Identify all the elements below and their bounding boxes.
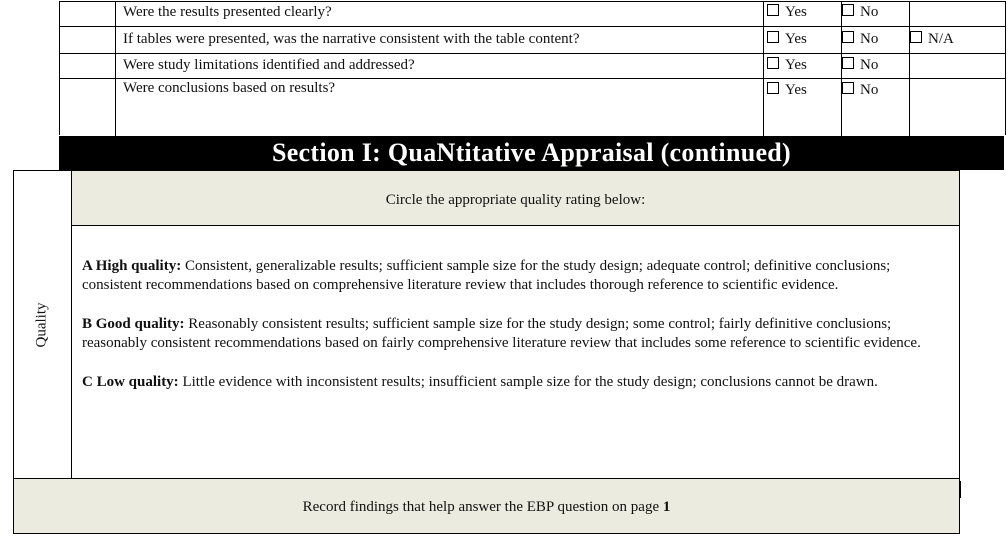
na-cell [900, 79, 1008, 136]
footer-page-number: 1 [662, 499, 671, 515]
checkbox-icon[interactable] [842, 4, 854, 16]
quality-rating-block [13, 170, 960, 479]
row-indent-cell [60, 54, 116, 78]
question-text: Were the results presented clearly? [123, 4, 332, 20]
rating-instruction: Circle the appropriate quality rating below: [72, 171, 959, 226]
question-row [60, 53, 1005, 78]
quality-side-column [14, 171, 72, 479]
question-row [60, 78, 1005, 136]
no-option[interactable] [832, 79, 910, 136]
no-option[interactable] [832, 54, 910, 78]
na-option[interactable] [900, 27, 1008, 53]
checkbox-icon[interactable] [767, 57, 779, 69]
rating-label: A High quality: [82, 258, 182, 274]
rating-label: B Good quality: [82, 315, 185, 332]
row-indent-cell [60, 79, 116, 136]
yes-option[interactable] [757, 2, 842, 26]
question-cell [116, 27, 764, 53]
checkbox-icon[interactable] [842, 82, 854, 94]
yes-label: Yes [785, 4, 807, 20]
footer-text: Record findings that help answer the EBP question on page [302, 499, 663, 515]
checkbox-icon[interactable] [767, 4, 779, 16]
rating-option-a[interactable] [82, 257, 952, 296]
no-label: No [860, 4, 879, 20]
rating-description: Reasonably consistent results; sufficient sample size for the study design; some control; fairly definitive conclusions; reasonably consistent recommendations based on fairly comprehensive literature review that includes some reference to scientific evidence. [82, 315, 921, 352]
rating-description: Little evidence with inconsistent results; insufficient sample size for the study design; conclusions cannot be drawn. [178, 373, 878, 390]
question-text: Were conclusions based on results? [123, 80, 336, 96]
checkbox-icon[interactable] [767, 82, 779, 94]
no-label: No [860, 57, 879, 73]
question-row [60, 26, 1005, 53]
yes-label: Yes [785, 57, 807, 73]
appraisal-question-table [59, 1, 1006, 135]
row-indent-cell [60, 2, 116, 26]
yes-option[interactable] [757, 54, 842, 78]
yes-label: Yes [785, 31, 807, 47]
checkbox-icon[interactable] [767, 31, 779, 43]
yes-label: Yes [785, 82, 807, 98]
question-cell [116, 2, 764, 26]
rating-option-b[interactable] [82, 315, 952, 354]
checkbox-icon[interactable] [842, 31, 854, 43]
yes-option[interactable] [757, 27, 842, 53]
question-cell [116, 79, 764, 136]
rating-description: Consistent, generalizable results; sufficient sample size for the study design; adequate control; definitive conclusions; consistent recommendations based on comprehensive literature review that includes thorough reference to scientific evidence. [82, 258, 891, 294]
no-option[interactable] [832, 2, 910, 26]
quality-side-label: Quality [33, 302, 50, 348]
yes-option[interactable] [757, 79, 842, 136]
text-cursor [959, 481, 961, 498]
na-cell [900, 2, 1008, 26]
na-label: N/A [928, 31, 954, 47]
no-option[interactable] [832, 27, 910, 53]
findings-footer [13, 478, 960, 534]
na-cell [900, 54, 1008, 78]
row-indent-cell [60, 27, 116, 53]
section-title: Section I: QuaNtitative Appraisal (continued) [59, 136, 1004, 170]
rating-option-c[interactable] [82, 373, 952, 392]
question-cell [116, 54, 764, 78]
question-text: If tables were presented, was the narrative consistent with the table content? [123, 31, 580, 47]
no-label: No [860, 31, 879, 47]
checkbox-icon[interactable] [842, 57, 854, 69]
no-label: No [860, 82, 879, 98]
rating-label: C Low quality: [82, 373, 179, 390]
rating-list [82, 257, 952, 411]
question-text: Were study limitations identified and addressed? [123, 57, 415, 73]
question-row [60, 1, 1005, 26]
checkbox-icon[interactable] [910, 31, 922, 43]
